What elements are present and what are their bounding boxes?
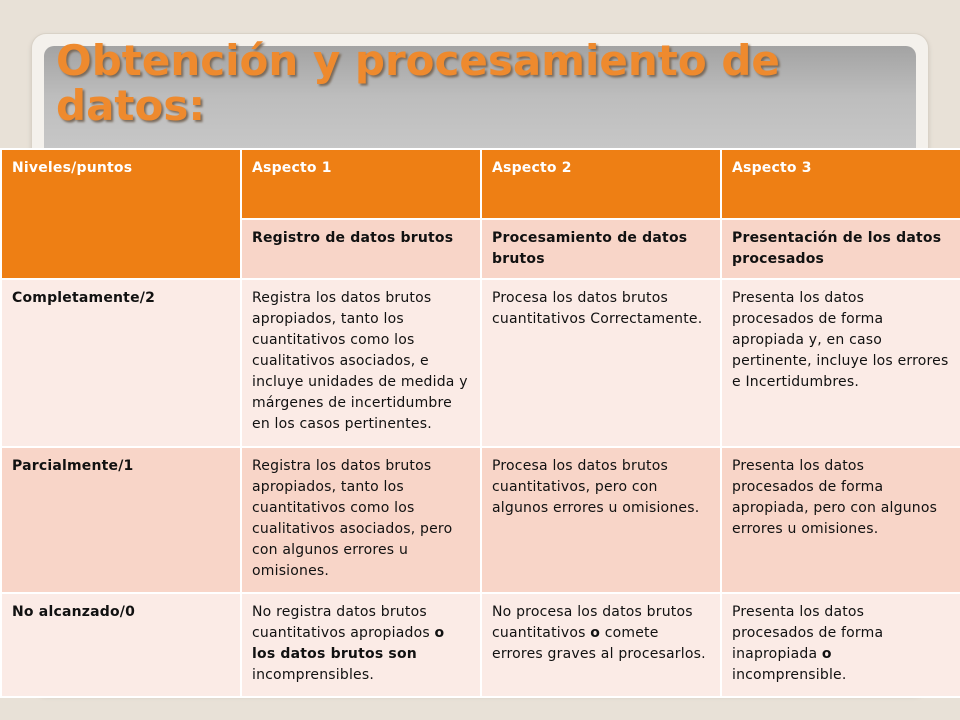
cell-text: Presenta los datos procesados de forma inapropiada — [732, 604, 884, 663]
cell-bold-text: o los datos brutos son — [252, 625, 445, 663]
aspect-3-cell: Presenta los datos procesados de forma apropiada, pero con algunos errores u omisiones. — [721, 447, 960, 593]
rubric-table — [0, 148, 960, 698]
table-row — [1, 447, 960, 593]
level-cell: No alcanzado/0 — [1, 593, 241, 697]
subheader-aspect-1: Registro de datos brutos — [241, 219, 481, 279]
aspect-3-cell: Presenta los datos procesados de forma apropiada y, en caso pertinente, incluye los errores e Incertidumbres. — [721, 279, 960, 447]
slide-title: Obtención y procesamiento de datos: — [56, 36, 780, 130]
aspect-1-cell: Registra los datos brutos apropiados, tanto los cuantitativos como los cualitativos asociados, e incluye unidades de medida y márgenes de incertidumbre en los casos pertinentes. — [241, 279, 481, 447]
header-aspect-3: Aspecto 3 — [721, 149, 960, 219]
header-aspect-1: Aspecto 1 — [241, 149, 481, 219]
cell-text: incomprensibles. — [252, 667, 375, 684]
table-header-row — [1, 149, 960, 219]
aspect-2-cell — [481, 593, 721, 697]
level-cell: Completamente/2 — [1, 279, 241, 447]
header-aspect-2: Aspecto 2 — [481, 149, 721, 219]
aspect-2-cell: Procesa los datos brutos cuantitativos Correctamente. — [481, 279, 721, 447]
aspect-1-cell — [241, 593, 481, 697]
cell-text: comete errores graves al procesarlos. — [492, 625, 706, 663]
cell-text: No procesa los datos brutos cuantitativos — [492, 604, 693, 642]
aspect-3-cell — [721, 593, 960, 697]
cell-bold-text: o — [821, 646, 832, 663]
aspect-1-cell: Registra los datos brutos apropiados, tanto los cuantitativos como los cualitativos asociados, pero con algunos errores u omisiones. — [241, 447, 481, 593]
subheader-aspect-3: Presentación de los datos procesados — [721, 219, 960, 279]
cell-text: incomprensible. — [732, 667, 847, 684]
cell-text: No registra datos brutos cuantitativos apropiados — [252, 604, 430, 642]
subheader-aspect-2: Procesamiento de datos brutos — [481, 219, 721, 279]
header-levels: Niveles/puntos — [1, 149, 241, 279]
level-cell: Parcialmente/1 — [1, 447, 241, 593]
cell-bold-text: o — [590, 625, 601, 642]
table-row — [1, 279, 960, 447]
table-row — [1, 593, 960, 697]
aspect-2-cell: Procesa los datos brutos cuantitativos, pero con algunos errores u omisiones. — [481, 447, 721, 593]
